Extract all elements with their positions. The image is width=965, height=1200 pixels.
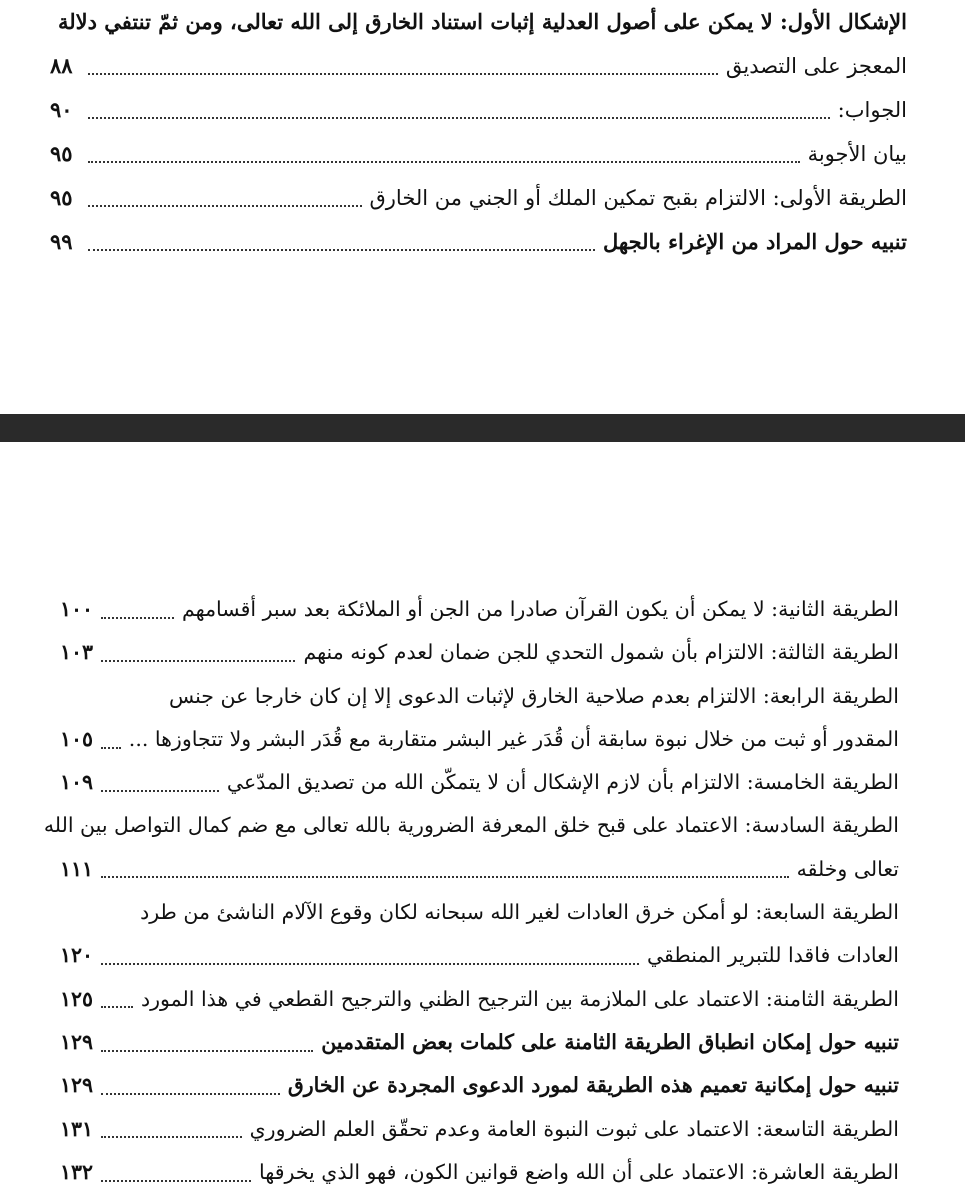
- toc-entry: [0, 588, 965, 631]
- toc-entry-page-number: ١٠٠: [60, 597, 94, 621]
- leader-dots: [101, 790, 219, 792]
- page-divider: [0, 414, 965, 442]
- toc-entry-title: تنبيه حول إمكان انطباق الطريقة الثامنة على كلمات بعض المتقدمين: [321, 1029, 899, 1054]
- toc-entry-page-number: ١٣١: [60, 1116, 94, 1141]
- toc-entry-title: المقدور أو ثبت من خلال نبوة سابقة أن قُدَر غير البشر متقاربة مع قُدَر البشر ولا تتجاوزها ...: [128, 726, 899, 751]
- toc-entry-title: العادات فاقدا للتبرير المنطقي: [646, 943, 899, 968]
- toc-entry-page-number: ١٠٩: [60, 770, 94, 795]
- toc-entry: [0, 804, 965, 847]
- toc-entry-page-number: ٩٠: [50, 97, 73, 122]
- toc-entry-title: الطريقة التاسعة: الاعتماد على ثبوت النبوة العامة وعدم تحقّق العلم الضروري: [249, 1116, 899, 1141]
- toc-entry: [0, 176, 965, 220]
- toc-entry-page-number: ١٠٥: [60, 726, 94, 751]
- toc-entry: [0, 132, 965, 176]
- leader-dots: [101, 1136, 242, 1138]
- toc-entry-title: الطريقة السادسة: الاعتماد على قبح خلق المعرفة الضرورية بالله تعالى مع ضم كمال التواصل بين الله: [43, 813, 899, 838]
- toc-entry-title: تنبيه حول إمكانية تعميم هذه الطريقة لمورد الدعوى المجردة عن الخارق: [287, 1073, 899, 1098]
- toc-entry-title: تنبيه حول المراد من الإغراء بالجهل: [602, 229, 907, 254]
- toc-bottom-page: [0, 588, 965, 1194]
- toc-entry: [0, 631, 965, 674]
- toc-entry: [0, 1108, 965, 1151]
- toc-entry-page-number: ١٠٣: [60, 640, 94, 665]
- toc-top-page: [0, 0, 965, 264]
- leader-dots: [88, 205, 362, 207]
- toc-entry: [0, 1064, 965, 1107]
- toc-entry-title: تعالى وخلقه: [796, 856, 899, 881]
- toc-entry-title: الطريقة الخامسة: الالتزام بأن لازم الإشكال أن لا يتمكّن الله من تصديق المدّعي: [226, 770, 899, 795]
- leader-dots: [88, 249, 595, 251]
- toc-entry-title: الطريقة الثانية: لا يمكن أن يكون القرآن صادرا من الجن أو الملائكة بعد سبر أقسامهم: [181, 597, 899, 621]
- leader-dots: [101, 617, 174, 619]
- toc-entry-page-number: ٩٥: [50, 141, 73, 166]
- leader-dots: [88, 117, 830, 119]
- toc-entry: [0, 934, 965, 977]
- toc-entry: [0, 1021, 965, 1064]
- toc-entry-title: الطريقة العاشرة: الاعتماد على أن الله واضع قوانين الكون، فهو الذي يخرقها: [259, 1159, 899, 1184]
- toc-entry-page-number: ١٢٩: [60, 1029, 94, 1054]
- toc-entry-title: الطريقة الرابعة: الالتزام بعدم صلاحية الخارق لإثبات الدعوى إلا إن كان خارجا عن جنس: [168, 683, 899, 708]
- leader-dots: [101, 1050, 313, 1052]
- leader-dots: [88, 73, 718, 75]
- toc-entry: [0, 220, 965, 264]
- toc-entry: [0, 848, 965, 891]
- toc-entry-title: الطريقة الأولى: الالتزام بقبح تمكين الملك أو الجني من الخارق: [369, 186, 907, 210]
- leader-dots: [101, 876, 789, 878]
- leader-dots: [101, 1180, 251, 1182]
- toc-entry-title: الجواب:: [837, 98, 907, 122]
- toc-entry-page-number: ٩٥: [50, 185, 73, 210]
- toc-entry: [0, 88, 965, 132]
- leader-dots: [101, 1006, 133, 1008]
- toc-entry-title: المعجز على التصديق: [725, 54, 907, 78]
- leader-dots: [101, 660, 295, 662]
- toc-entry: [0, 1151, 965, 1194]
- toc-entry-title: بيان الأجوبة: [807, 142, 907, 166]
- toc-entry-title: الطريقة السابعة: لو أمكن خرق العادات لغير الله سبحانه لكان وقوع الآلام الناشئ من طرد: [140, 900, 899, 925]
- leader-dots: [101, 747, 121, 749]
- toc-entry: [0, 675, 965, 718]
- toc-entry-title: الطريقة الثالثة: الالتزام بأن شمول التحدي للجن ضمان لعدم كونه منهم: [303, 640, 899, 665]
- toc-entry-page-number: ١٢٠: [60, 943, 94, 968]
- toc-entry-page-number: ٩٩: [50, 229, 73, 254]
- toc-entry-title: الطريقة الثامنة: الاعتماد على الملازمة بين الترجيح الظني والترجيح القطعي في هذا المورد: [141, 986, 899, 1011]
- toc-entry: [0, 891, 965, 934]
- leader-dots: [101, 963, 639, 965]
- toc-entry: [0, 44, 965, 88]
- leader-dots: [101, 1093, 280, 1095]
- toc-entry-page-number: ١٢٥: [60, 986, 94, 1011]
- leader-dots: [88, 161, 800, 163]
- toc-entry-page-number: ١٢٩: [60, 1073, 94, 1098]
- toc-entry: [0, 0, 965, 44]
- toc-entry: [0, 761, 965, 804]
- toc-entry: [0, 978, 965, 1021]
- toc-entry-page-number: ١١١: [60, 856, 94, 881]
- toc-entry-page-number: ٨٨: [50, 53, 73, 78]
- toc-entry: [0, 718, 965, 761]
- toc-entry-title: الإشكال الأول: لا يمكن على أصول العدلية إثبات استناد الخارق إلى الله تعالى، ومن ثمّ تنتفي دلالة: [57, 9, 907, 34]
- toc-entry-page-number: ١٣٢: [60, 1159, 94, 1184]
